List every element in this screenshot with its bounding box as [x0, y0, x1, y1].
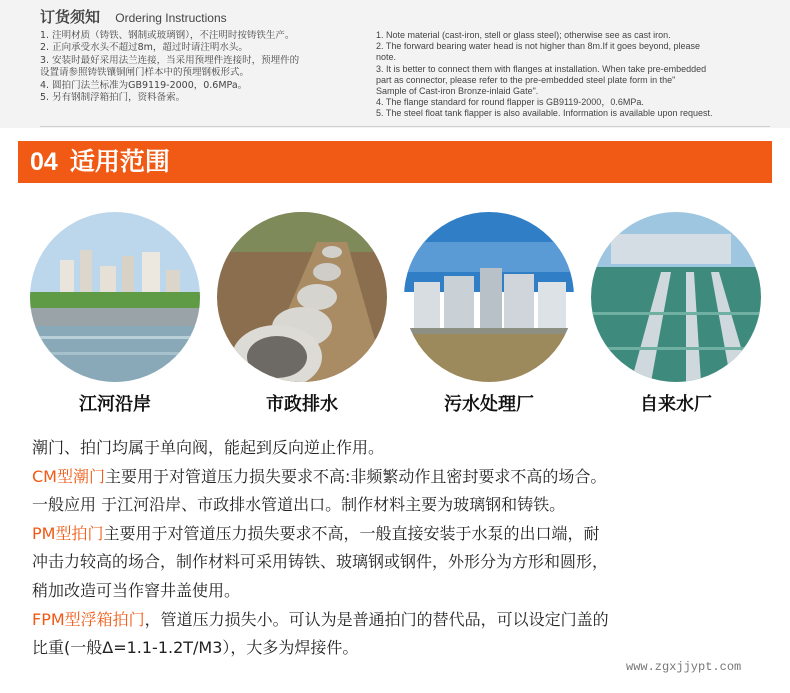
description-line	[32, 520, 772, 549]
waterworks-photo	[591, 212, 761, 382]
pm-model-name: PM型拍门	[32, 523, 104, 543]
description-line: 潮门、拍门均属于单向阀，能起到反向逆止作用。	[32, 438, 385, 457]
ordering-en-list	[376, 30, 776, 120]
waterworks-illustration	[591, 212, 761, 382]
drainage-pipe-illustration	[217, 212, 387, 382]
en-line: part as connector, please refer to the pre-embedded steel plate form in the"	[376, 74, 676, 85]
description-line: 稍加改造可当作窨井盖使用。	[32, 580, 241, 600]
cn-line: 3. 安装时最好采用法兰连接，当采用预埋件连接时，预埋件的	[40, 54, 300, 66]
cn-line: 2. 正向承受水头不超过8m，超过时请注明水头。	[40, 42, 248, 54]
ordering-title-en: Ordering Instructions	[115, 11, 227, 25]
pm-description: 主要用于对管道压力损失要求不高，一般直接安装于水泵的出口端，耐	[103, 523, 600, 543]
description-line: 一般应用 于江河沿岸、市政排水管道出口。制作材料主要为玻璃钢和铸铁。	[32, 495, 566, 515]
en-line: 5. The steel float tank flapper is also available. Information is available upon request.	[376, 108, 713, 119]
fpm-description: ，管道压力损失小。可认为是普通拍门的替代品，可以设定门盖的	[144, 609, 609, 629]
sewage-plant-photo	[404, 212, 574, 382]
section-title: 适用范围	[69, 147, 170, 176]
en-line: Sample of Cast-iron Bronze-inlaid Gate".	[376, 86, 539, 97]
description-line: 冲击力较高的场合，制作材料可采用铸铁、玻璃钢或钢件，外形分为方形和圆形，	[32, 552, 609, 572]
cm-model-name: CM型潮门	[32, 466, 105, 486]
en-line: 2. The forward bearing water head is not higher than 8m.If it goes beyond, please	[376, 41, 701, 52]
cn-line: 5. 另有钢制浮箱拍门，资料备索。	[40, 92, 186, 104]
cm-description: 主要用于对管道压力损失要求不高:非频繁动作且密封要求不高的场合。	[104, 466, 607, 486]
ordering-instructions-panel	[0, 0, 790, 128]
municipal-drainage-photo	[217, 212, 387, 382]
description-block	[32, 434, 772, 663]
ordering-title	[40, 6, 227, 27]
description-line	[32, 463, 772, 492]
ordering-cn-list	[40, 30, 370, 104]
sewage-plant-illustration	[404, 212, 574, 382]
riverbank-photo	[30, 212, 200, 382]
en-line: 4. The flange standard for round flapper is GB9119-2000，0.6MPa.	[376, 97, 644, 108]
watermark: www.zgxjjypt.com	[626, 660, 742, 674]
cn-line: 1. 注明材质（铸铁、钢制或玻璃钢），不注明时按铸铁生产。	[40, 30, 295, 41]
caption-waterworks: 自来水厂	[640, 394, 712, 415]
ordering-title-cn: 订货须知	[40, 8, 101, 26]
cn-line: 设置请参照铸铁镶铜闸门样本中的预埋钢板形式。	[40, 67, 250, 79]
en-line: 3. It is better to connect them with flanges at installation. When take pre-embedded	[376, 63, 707, 74]
description-line	[32, 606, 772, 635]
caption-municipal-drainage: 市政排水	[266, 394, 338, 415]
en-line: note.	[376, 52, 397, 63]
description-line: 比重(一般Δ=1.1-1.2T/M3），大多为焊接件。	[32, 638, 359, 658]
cn-line: 4. 圆拍门法兰标准为GB9119-2000，0.6MPa。	[40, 79, 248, 91]
caption-riverbank: 江河沿岸	[79, 394, 151, 415]
divider	[40, 126, 770, 127]
section-number: 04	[30, 148, 58, 176]
riverbank-illustration	[30, 212, 200, 382]
caption-sewage-plant: 污水处理厂	[444, 394, 534, 415]
en-line: 1. Note material (cast-iron, stell or glass steel); otherwise see as cast iron.	[376, 30, 671, 40]
section-banner	[18, 141, 772, 183]
fpm-model-name: FPM型浮箱拍门	[32, 609, 145, 629]
